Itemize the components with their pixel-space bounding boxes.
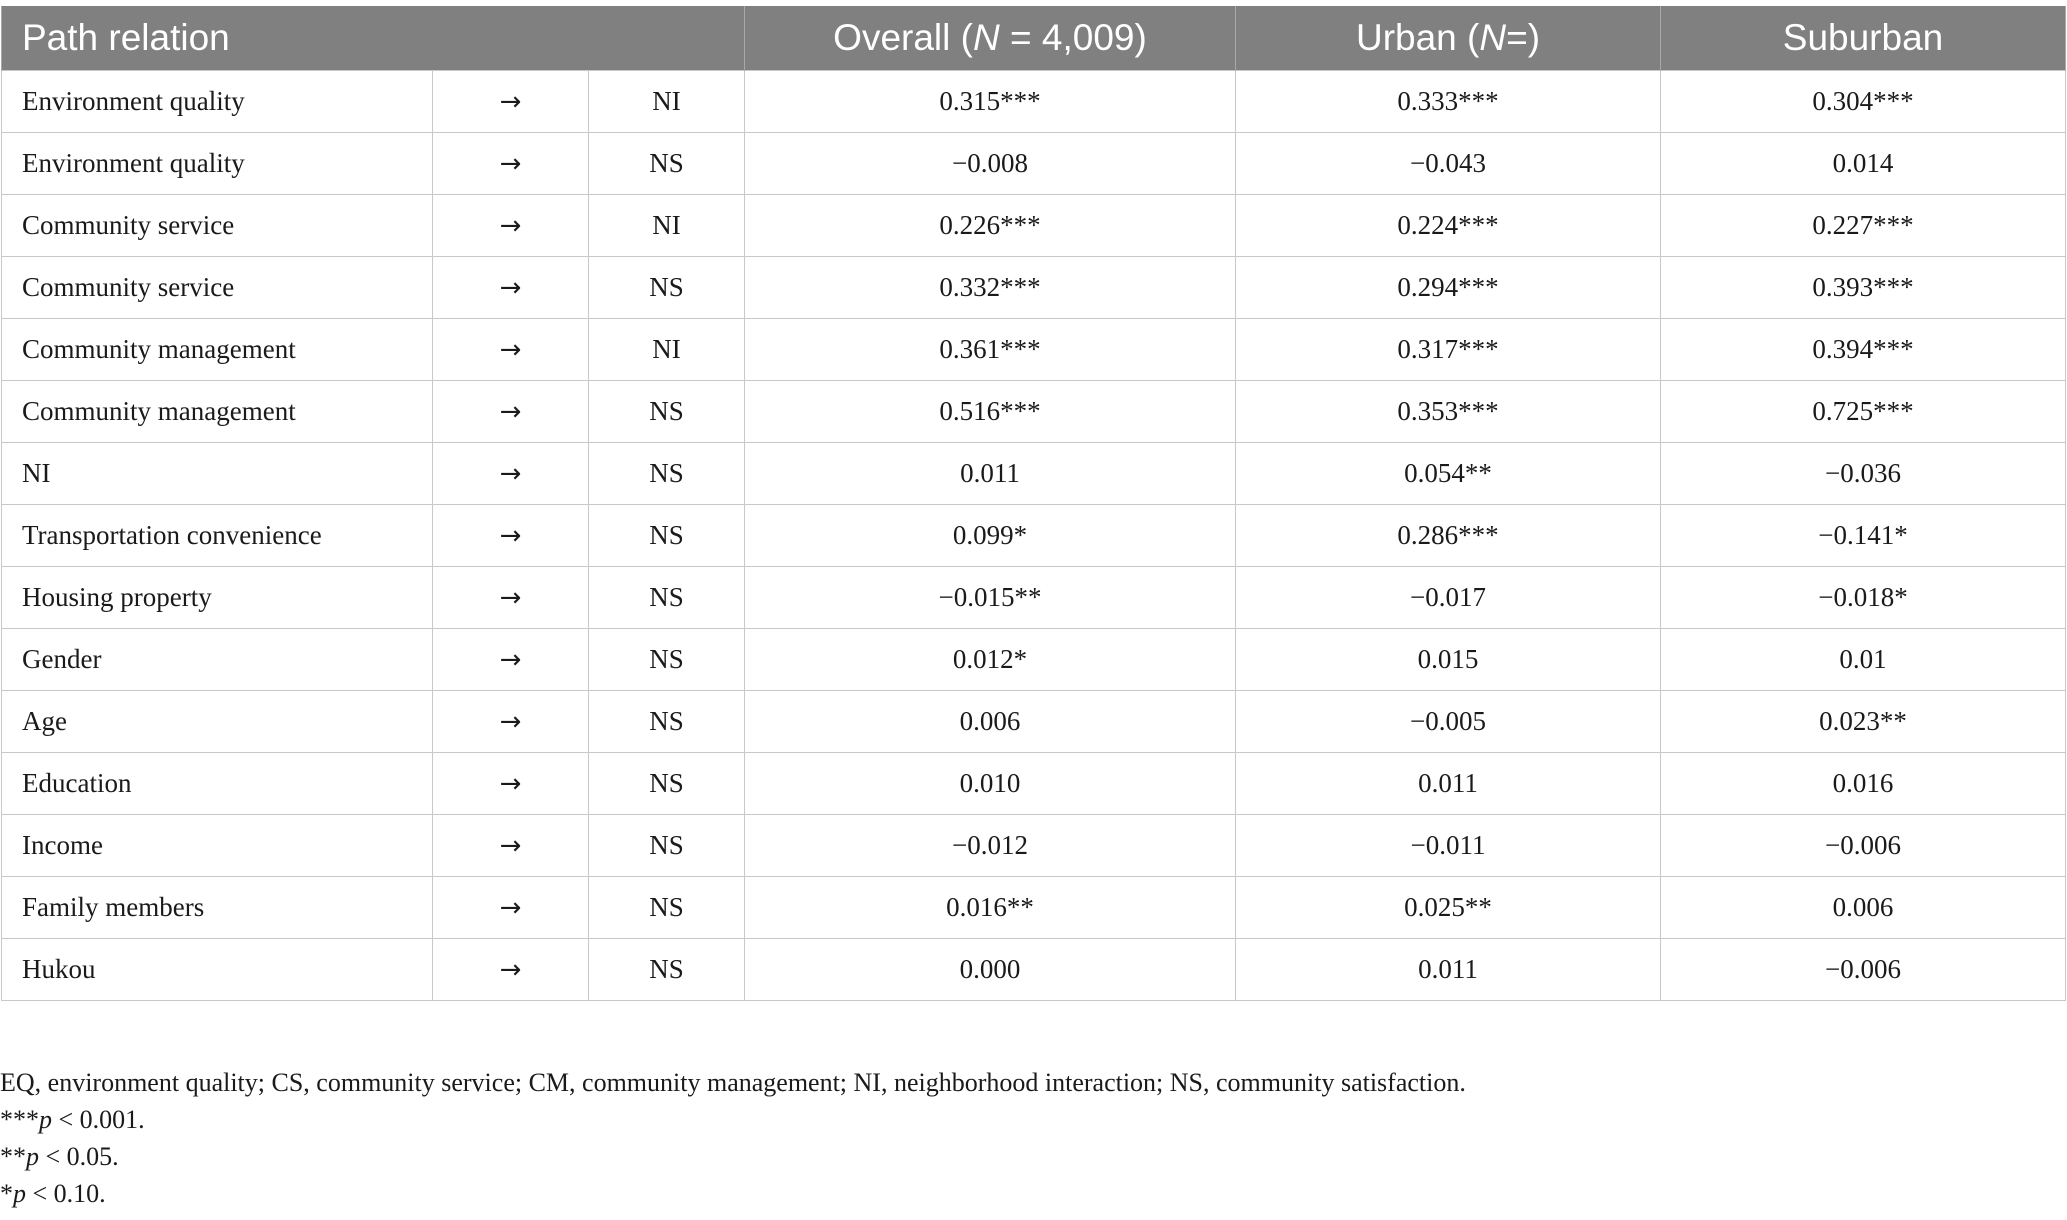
cell-path-from: Income — [2, 815, 433, 877]
cell-path-from: Family members — [2, 877, 433, 939]
cell-overall: 0.016** — [745, 877, 1236, 939]
cell-path-to: NS — [589, 753, 745, 815]
table-row — [2, 71, 2066, 133]
cell-urban: 0.286*** — [1236, 505, 1661, 567]
arrow-icon: → — [433, 505, 589, 567]
cell-urban: 0.025** — [1236, 877, 1661, 939]
cell-path-to: NS — [589, 815, 745, 877]
cell-urban: 0.294*** — [1236, 257, 1661, 319]
header-row — [2, 6, 2066, 71]
arrow-icon: → — [433, 443, 589, 505]
cell-path-from: Community service — [2, 195, 433, 257]
table-row — [2, 505, 2066, 567]
arrow-icon: → — [433, 567, 589, 629]
significance-note-001: ***p < 0.001. — [0, 1105, 145, 1134]
cell-suburban: 0.023** — [1661, 691, 2066, 753]
cell-suburban: 0.014 — [1661, 133, 2066, 195]
cell-suburban: 0.725*** — [1661, 381, 2066, 443]
cell-suburban: −0.006 — [1661, 815, 2066, 877]
cell-urban: −0.017 — [1236, 567, 1661, 629]
arrow-icon: → — [433, 257, 589, 319]
header-overall: Overall (N = 4,009) — [745, 6, 1236, 71]
table-row — [2, 319, 2066, 381]
cell-urban: 0.224*** — [1236, 195, 1661, 257]
table-notes — [0, 1064, 1466, 1212]
cell-suburban: −0.006 — [1661, 939, 2066, 1001]
cell-path-to: NI — [589, 71, 745, 133]
table-row — [2, 815, 2066, 877]
cell-path-to: NS — [589, 257, 745, 319]
cell-suburban: −0.018* — [1661, 567, 2066, 629]
cell-overall: 0.000 — [745, 939, 1236, 1001]
arrow-icon: → — [433, 815, 589, 877]
cell-suburban: −0.036 — [1661, 443, 2066, 505]
cell-path-from: Gender — [2, 629, 433, 691]
cell-suburban: 0.006 — [1661, 877, 2066, 939]
cell-overall: −0.012 — [745, 815, 1236, 877]
table-row — [2, 443, 2066, 505]
table-row — [2, 691, 2066, 753]
significance-note-010: *p < 0.10. — [0, 1179, 106, 1208]
table-body — [2, 71, 2066, 1001]
cell-path-to: NS — [589, 877, 745, 939]
arrow-icon: → — [433, 939, 589, 1001]
header-suburban: Suburban — [1661, 6, 2066, 71]
table-row — [2, 381, 2066, 443]
header-urban: Urban (N=) — [1236, 6, 1661, 71]
cell-urban: 0.015 — [1236, 629, 1661, 691]
table-row — [2, 629, 2066, 691]
cell-urban: 0.317*** — [1236, 319, 1661, 381]
arrow-icon: → — [433, 877, 589, 939]
table-row — [2, 877, 2066, 939]
cell-path-from: Age — [2, 691, 433, 753]
arrow-icon: → — [433, 319, 589, 381]
cell-suburban: 0.016 — [1661, 753, 2066, 815]
abbreviations-note: EQ, environment quality; CS, community service; CM, community management; NI, neighborhood interaction; NS, community satisfaction. — [0, 1068, 1466, 1097]
cell-suburban: 0.393*** — [1661, 257, 2066, 319]
cell-overall: 0.010 — [745, 753, 1236, 815]
cell-overall: 0.099* — [745, 505, 1236, 567]
cell-path-to: NS — [589, 505, 745, 567]
cell-path-from: NI — [2, 443, 433, 505]
significance-note-005: **p < 0.05. — [0, 1142, 119, 1171]
cell-urban: −0.043 — [1236, 133, 1661, 195]
cell-urban: 0.011 — [1236, 753, 1661, 815]
cell-urban: 0.353*** — [1236, 381, 1661, 443]
cell-path-from: Housing property — [2, 567, 433, 629]
arrow-icon: → — [433, 753, 589, 815]
cell-path-to: NS — [589, 567, 745, 629]
cell-overall: 0.006 — [745, 691, 1236, 753]
cell-path-from: Environment quality — [2, 71, 433, 133]
cell-overall: 0.332*** — [745, 257, 1236, 319]
cell-path-to: NS — [589, 629, 745, 691]
arrow-icon: → — [433, 71, 589, 133]
cell-path-to: NS — [589, 691, 745, 753]
arrow-icon: → — [433, 195, 589, 257]
table-row — [2, 567, 2066, 629]
cell-path-from: Community management — [2, 381, 433, 443]
cell-path-from: Environment quality — [2, 133, 433, 195]
cell-suburban: 0.304*** — [1661, 71, 2066, 133]
cell-urban: 0.054** — [1236, 443, 1661, 505]
cell-path-from: Hukou — [2, 939, 433, 1001]
cell-urban: −0.005 — [1236, 691, 1661, 753]
cell-path-from: Community management — [2, 319, 433, 381]
table-row — [2, 257, 2066, 319]
cell-urban: 0.011 — [1236, 939, 1661, 1001]
cell-suburban: −0.141* — [1661, 505, 2066, 567]
cell-overall: 0.361*** — [745, 319, 1236, 381]
cell-overall: 0.516*** — [745, 381, 1236, 443]
arrow-icon: → — [433, 133, 589, 195]
table-row — [2, 939, 2066, 1001]
cell-path-to: NS — [589, 939, 745, 1001]
cell-suburban: 0.227*** — [1661, 195, 2066, 257]
cell-path-to: NS — [589, 133, 745, 195]
table-row — [2, 195, 2066, 257]
cell-urban: −0.011 — [1236, 815, 1661, 877]
cell-path-to: NI — [589, 195, 745, 257]
cell-overall: 0.012* — [745, 629, 1236, 691]
cell-overall: 0.226*** — [745, 195, 1236, 257]
cell-overall: −0.008 — [745, 133, 1236, 195]
table-row — [2, 753, 2066, 815]
cell-path-to: NS — [589, 443, 745, 505]
cell-path-to: NI — [589, 319, 745, 381]
cell-overall: −0.015** — [745, 567, 1236, 629]
cell-urban: 0.333*** — [1236, 71, 1661, 133]
cell-path-to: NS — [589, 381, 745, 443]
cell-suburban: 0.01 — [1661, 629, 2066, 691]
table-row — [2, 133, 2066, 195]
cell-path-from: Education — [2, 753, 433, 815]
arrow-icon: → — [433, 381, 589, 443]
arrow-icon: → — [433, 629, 589, 691]
header-path-relation: Path relation — [2, 6, 745, 71]
arrow-icon: → — [433, 691, 589, 753]
cell-overall: 0.315*** — [745, 71, 1236, 133]
cell-path-from: Community service — [2, 257, 433, 319]
cell-path-from: Transportation convenience — [2, 505, 433, 567]
cell-suburban: 0.394*** — [1661, 319, 2066, 381]
results-table — [1, 6, 2066, 1001]
cell-overall: 0.011 — [745, 443, 1236, 505]
